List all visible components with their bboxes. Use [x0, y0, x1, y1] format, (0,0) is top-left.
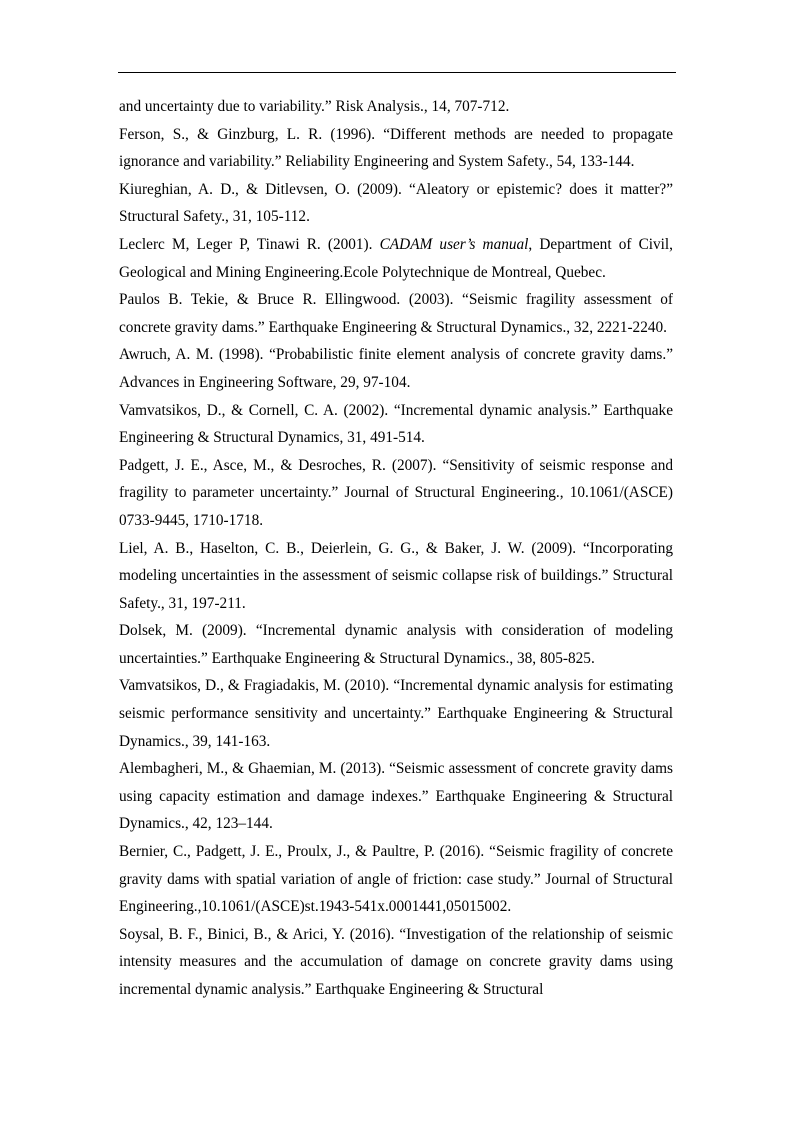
- reference-text: Leclerc M, Leger P, Tinawi R. (2001).: [119, 235, 380, 253]
- reference-text: Dolsek, M. (2009). “Incremental dynamic analysis with consideration of modeling uncertainties.” Earthquake Engineering & Structural Dynamics., 38, 805-825.: [119, 622, 673, 667]
- reference-entry: [119, 755, 673, 838]
- reference-text: Paulos B. Tekie, & Bruce R. Ellingwood. (2003). “Seismic fragility assessment of concrete gravity dams.” Earthquake Engineering & Structural Dynamics., 32, 2221-2240.: [119, 291, 673, 336]
- reference-entry: [119, 617, 673, 672]
- header-rule: [118, 72, 676, 73]
- reference-entry: [119, 93, 673, 121]
- reference-text: Kiureghian, A. D., & Ditlevsen, O. (2009). “Aleatory or epistemic? does it matter?” Structural Safety., 31, 105-112.: [119, 180, 673, 226]
- reference-text: Padgett, J. E., Asce, M., & Desroches, R. (2007). “Sensitivity of seismic response and fragility to parameter uncertainty.” Journal of Structural Engineering., 10.1061/(ASCE) 0733-9445, 1710-1718.: [119, 456, 673, 529]
- reference-entry: [119, 535, 673, 618]
- reference-entry: [119, 176, 673, 231]
- reference-entry: [119, 838, 673, 921]
- reference-text: , Department of Civil, Geological and Mining Engineering.Ecole Polytechnique de Montreal, Quebec.: [119, 235, 673, 281]
- reference-list: [119, 93, 673, 1004]
- reference-entry: [119, 231, 673, 286]
- reference-text: Vamvatsikos, D., & Fragiadakis, M. (2010). “Incremental dynamic analysis for estimating seismic performance sensitivity and uncertainty.” Earthquake Engineering & Structural Dynamics., 39, 141-163.: [119, 677, 673, 750]
- reference-entry: [119, 341, 673, 396]
- reference-entry: [119, 397, 673, 452]
- reference-text: Alembagheri, M., & Ghaemian, M. (2013). “Seismic assessment of concrete gravity dams using capacity estimation and damage indexes.” Earthquake Engineering & Structural Dynamics., 42, 123–144.: [119, 760, 673, 833]
- reference-entry: [119, 672, 673, 755]
- reference-entry: [119, 452, 673, 535]
- reference-text: Awruch, A. M. (1998). “Probabilistic finite element analysis of concrete gravity dams.” Advances in Engineering Software, 29, 97-104.: [119, 346, 673, 391]
- reference-text: Ferson, S., & Ginzburg, L. R. (1996). “Different methods are needed to propagate ignorance and variability.” Reliability Engineering and System Safety., 54, 133-144.: [119, 125, 673, 171]
- reference-italic-title: CADAM user’s manual: [379, 235, 529, 253]
- reference-text: and uncertainty due to variability.” Risk Analysis., 14, 707-712.: [119, 98, 510, 115]
- reference-text: Liel, A. B., Haselton, C. B., Deierlein, G. G., & Baker, J. W. (2009). “Incorporating modeling uncertainties in the assessment of seismic collapse risk of buildings.” Structural Safety., 31, 197-211.: [119, 539, 673, 612]
- reference-text: Soysal, B. F., Binici, B., & Arici, Y. (2016). “Investigation of the relationship of seismic intensity measures and the accumulation of damage on concrete gravity dams using incremental dynamic analysis.” Earthquake Engineering & Structural: [119, 925, 673, 998]
- reference-entry: [119, 286, 673, 341]
- reference-text: Bernier, C., Padgett, J. E., Proulx, J., & Paultre, P. (2016). “Seismic fragility of concrete gravity dams with spatial variation of angle of friction: case study.” Journal of Structural Engineering.,10.1061/(ASCE)st.1943-541x.0001441,05015002.: [119, 843, 673, 916]
- reference-entry: [119, 921, 673, 1004]
- reference-text: Vamvatsikos, D., & Cornell, C. A. (2002). “Incremental dynamic analysis.” Earthquake Engineering & Structural Dynamics, 31, 491-514.: [119, 401, 673, 447]
- reference-entry: [119, 121, 673, 176]
